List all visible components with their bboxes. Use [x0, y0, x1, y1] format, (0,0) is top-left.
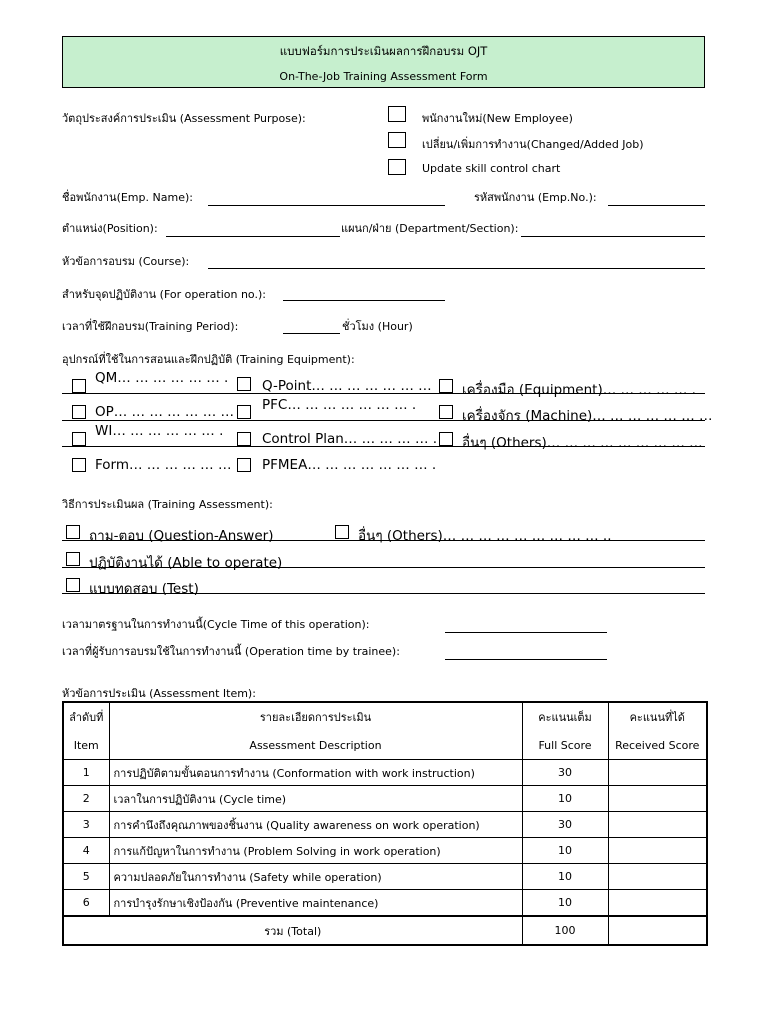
form-header [62, 36, 705, 88]
table-row [63, 838, 707, 864]
table-row [63, 890, 707, 917]
row-description: การบำรุงรักษาเชิงป้องกัน (Preventive maintenance) [109, 890, 522, 917]
row-full-score: 10 [522, 864, 608, 890]
equipment-machine-checkbox[interactable] [439, 405, 453, 419]
trainee-time-field[interactable] [445, 659, 607, 660]
row-number: 1 [63, 760, 109, 786]
row-number: 4 [63, 838, 109, 864]
purpose-changed-job-label: เปลี่ยน/เพิ่มการทำงาน(Changed/Added Job) [422, 138, 644, 151]
row-description: เวลาในการปฏิบัติงาน (Cycle time) [109, 786, 522, 812]
operation-no-label: สำหรับจุดปฏิบัติงาน (For operation no.): [62, 288, 266, 301]
operation-no-field[interactable] [283, 300, 445, 301]
cycle-time-field[interactable] [445, 632, 607, 633]
trainee-time-label: เวลาที่ผู้รับการอบรมใช้ในการทำงานนี้ (Operation time by trainee): [62, 645, 400, 658]
row-description: การคำนึงถึงคุณภาพของชิ้นงาน (Quality awareness on work operation) [109, 812, 522, 838]
method-others-label: อื่นๆ (Others)… … … … … … … … … .. [358, 528, 612, 544]
row-full-score: 30 [522, 760, 608, 786]
purpose-changed-job-checkbox[interactable] [388, 132, 406, 148]
method-test-label: แบบทดสอบ (Test) [89, 581, 199, 597]
equipment-wi-checkbox[interactable] [72, 432, 86, 446]
equipment-wi-label: WI… … … … … … . [95, 423, 224, 439]
equipment-pfmea-label: PFMEA… … … … … … … . [262, 457, 437, 473]
emp-name-field[interactable] [208, 205, 445, 206]
header-description-th: รายละเอียดการประเมิน [109, 702, 522, 731]
row-full-score: 30 [522, 812, 608, 838]
assessment-table [62, 701, 708, 946]
emp-no-field[interactable] [608, 205, 705, 206]
department-field[interactable] [521, 236, 705, 237]
header-received-score-th: คะแนนที่ได้ [608, 702, 707, 731]
equipment-others-label: อื่นๆ (Others)… … … … … … … … … [462, 435, 703, 451]
equipment-tool-checkbox[interactable] [439, 379, 453, 393]
hour-unit-label: ชั่วโมง (Hour) [342, 320, 413, 333]
table-header-row-english [63, 731, 707, 760]
purpose-label: วัตถุประสงค์การประเมิน (Assessment Purpose): [62, 112, 306, 125]
table-row [63, 812, 707, 838]
equipment-machine-label: เครื่องจักร (Machine)… … … … … … … [462, 408, 713, 424]
table-row [63, 760, 707, 786]
emp-name-label: ชื่อพนักงาน(Emp. Name): [62, 191, 193, 204]
equipment-qm-label: QM… … … … … … . [95, 370, 229, 386]
header-received-score-en: Received Score [608, 731, 707, 760]
header-full-score-en: Full Score [522, 731, 608, 760]
equipment-label: อุปกรณ์ที่ใช้ในการสอนและฝึกปฏิบัติ (Training Equipment): [62, 353, 355, 366]
purpose-update-chart-checkbox[interactable] [388, 159, 406, 175]
course-field[interactable] [208, 268, 705, 269]
training-period-label: เวลาที่ใช้ฝึกอบรม(Training Period): [62, 320, 239, 333]
equipment-others-checkbox[interactable] [439, 432, 453, 446]
equipment-qm-checkbox[interactable] [72, 379, 86, 393]
row-description: ความปลอดภัยในการทำงาน (Safety while operation) [109, 864, 522, 890]
purpose-update-chart-label: Update skill control chart [422, 162, 561, 175]
equipment-form-label: Form… … … … … … [95, 457, 232, 473]
equipment-form-checkbox[interactable] [72, 458, 86, 472]
row-received-score-field[interactable] [608, 812, 707, 838]
header-description-en: Assessment Description [109, 731, 522, 760]
row-received-score-field[interactable] [608, 838, 707, 864]
emp-no-label: รหัสพนักงาน (Emp.No.): [474, 191, 597, 204]
header-item-en: Item [63, 731, 109, 760]
training-period-field[interactable] [283, 333, 340, 334]
method-qa-checkbox[interactable] [66, 525, 80, 539]
method-able-to-operate-checkbox[interactable] [66, 552, 80, 566]
header-item-th: ลำดับที่ [63, 702, 109, 731]
equipment-control-plan-checkbox[interactable] [237, 432, 251, 446]
equipment-qpoint-checkbox[interactable] [237, 377, 251, 391]
equipment-qpoint-label: Q-Point… … … … … … … [262, 378, 432, 394]
equipment-pfc-label: PFC… … … … … … … . [262, 397, 417, 413]
method-test-checkbox[interactable] [66, 578, 80, 592]
method-label: วิธีการประเมินผล (Training Assessment): [62, 498, 273, 511]
equipment-op-checkbox[interactable] [72, 405, 86, 419]
row-description: การปฏิบัติตามขั้นตอนการทำงาน (Conformation with work instruction) [109, 760, 522, 786]
table-row [63, 864, 707, 890]
row-number: 6 [63, 890, 109, 917]
total-received-score-field[interactable] [608, 916, 707, 945]
table-header-row-thai [63, 702, 707, 731]
row-number: 2 [63, 786, 109, 812]
cycle-time-label: เวลามาตรฐานในการทำงานนี้(Cycle Time of this operation): [62, 618, 370, 631]
method-able-to-operate-label: ปฏิบัติงานได้ (Able to operate) [89, 555, 283, 571]
total-full-score: 100 [522, 916, 608, 945]
equipment-control-plan-label: Control Plan… … … … … . [262, 431, 438, 447]
table-total-row [63, 916, 707, 945]
row-full-score: 10 [522, 890, 608, 917]
course-label: หัวข้อการอบรม (Course): [62, 255, 190, 268]
row-full-score: 10 [522, 838, 608, 864]
purpose-new-employee-checkbox[interactable] [388, 106, 406, 122]
form-title-english: On-The-Job Training Assessment Form [279, 70, 488, 83]
form-title-thai: แบบฟอร์มการประเมินผลการฝึกอบรม OJT [279, 44, 488, 58]
row-received-score-field[interactable] [608, 786, 707, 812]
equipment-tool-label: เครื่องมือ (Equipment)… … … … … . [462, 382, 696, 398]
method-others-checkbox[interactable] [335, 525, 349, 539]
total-label: รวม (Total) [63, 916, 522, 945]
method-qa-label: ถาม-ตอบ (Question-Answer) [89, 528, 274, 544]
row-full-score: 10 [522, 786, 608, 812]
row-received-score-field[interactable] [608, 864, 707, 890]
table-row [63, 786, 707, 812]
row-received-score-field[interactable] [608, 890, 707, 917]
row-received-score-field[interactable] [608, 760, 707, 786]
purpose-new-employee-label: พนักงานใหม่(New Employee) [422, 112, 573, 125]
equipment-pfmea-checkbox[interactable] [237, 458, 251, 472]
department-label: แผนก/ฝ่าย (Department/Section): [341, 222, 519, 235]
equipment-op-label: OP… … … … … … … [95, 404, 235, 420]
header-full-score-th: คะแนนเต็ม [522, 702, 608, 731]
row-description: การแก้ปัญหาในการทำงาน (Problem Solving in work operation) [109, 838, 522, 864]
position-field[interactable] [166, 236, 340, 237]
row-number: 3 [63, 812, 109, 838]
row-number: 5 [63, 864, 109, 890]
assessment-label: หัวข้อการประเมิน (Assessment Item): [62, 687, 256, 700]
position-label: ตำแหน่ง(Position): [62, 222, 158, 235]
equipment-pfc-checkbox[interactable] [237, 405, 251, 419]
